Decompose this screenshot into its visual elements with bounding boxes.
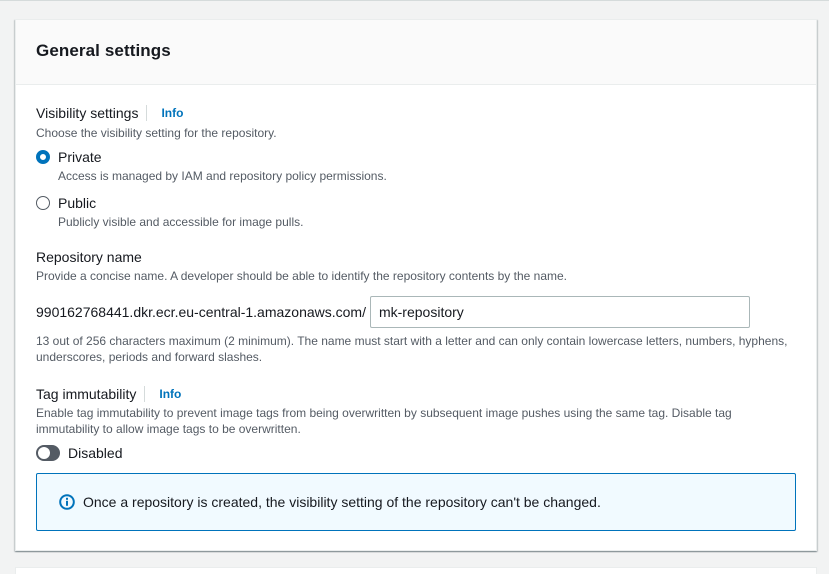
- visibility-label-row: [36, 103, 796, 123]
- panel-title: General settings: [36, 41, 171, 60]
- tag-immutability-toggle-label: Disabled: [68, 445, 123, 461]
- repository-name-input[interactable]: [370, 296, 750, 328]
- tag-immutability-toggle-row[interactable]: [36, 445, 796, 461]
- tag-immutability-description: Enable tag immutability to prevent image tags from being overwritten by subsequent image pushes using the same tag. Disable tag immutability to allow image tags to be overwritten.: [36, 406, 732, 436]
- visibility-info-alert: [36, 473, 796, 531]
- visibility-label: Visibility settings: [36, 105, 139, 121]
- alert-text: Once a repository is created, the visibility setting of the repository can't be changed.: [83, 494, 601, 510]
- repository-name-description: Provide a concise name. A developer should be able to identify the repository contents by the name.: [36, 269, 567, 283]
- radio-public[interactable]: [36, 196, 50, 210]
- radio-public-label[interactable]: Public: [58, 195, 97, 211]
- radio-private-label[interactable]: Private: [58, 149, 102, 165]
- info-circle-icon: [59, 494, 75, 510]
- general-settings-panel: [15, 19, 817, 551]
- tag-immutability-label: Tag immutability: [36, 386, 137, 402]
- radio-private-row[interactable]: [36, 147, 796, 184]
- visibility-info-link[interactable]: Info: [161, 106, 184, 120]
- tag-immutability-toggle[interactable]: [36, 445, 60, 461]
- radio-public-row[interactable]: [36, 193, 796, 230]
- repository-uri-prefix: 990162768441.dkr.ecr.eu-central-1.amazonaws.com/: [36, 304, 366, 320]
- radio-public-description: Publicly visible and accessible for image pulls.: [58, 215, 304, 229]
- next-panel: [15, 567, 817, 574]
- repository-name-constraint: 13 out of 256 characters maximum (2 minimum). The name must start with a letter and can only contain lowercase letters, numbers, hyphens, underscores, periods and forward slashes.: [36, 334, 788, 364]
- tag-immutability-label-row: [36, 384, 796, 404]
- info-separator: [144, 386, 145, 402]
- panel-header: [16, 20, 816, 85]
- visibility-description: Choose the visibility setting for the repository.: [36, 126, 277, 140]
- repository-label-row: [36, 247, 796, 267]
- repository-name-label: Repository name: [36, 249, 142, 265]
- radio-private-description: Access is managed by IAM and repository policy permissions.: [58, 169, 387, 183]
- radio-private[interactable]: [36, 150, 50, 164]
- info-separator: [146, 105, 147, 121]
- panel-body: [16, 85, 816, 461]
- toggle-knob: [38, 447, 50, 459]
- tag-immutability-info-link[interactable]: Info: [159, 387, 182, 401]
- repository-input-row: [36, 296, 796, 328]
